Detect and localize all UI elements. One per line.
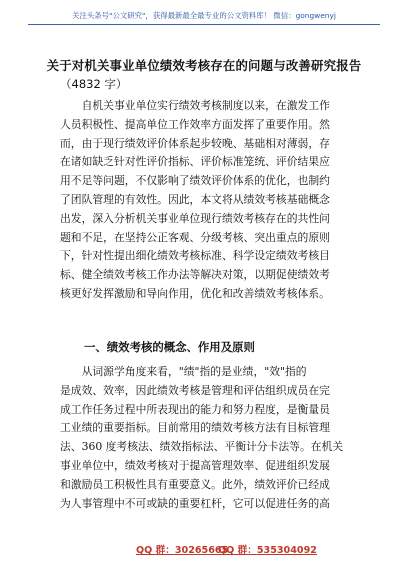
text-line: 法、360 度考核法、绩效指标法、平衡计分卡法等。在机关 [60,440,344,454]
section1-paragraph [60,363,348,513]
text-line: 了团队管理的有效性。因此，本文将从绩效考核基础概念 [60,192,330,206]
text-line: 标、健全绩效考核工作办法等解决对策，以期促使绩效考 [60,268,330,282]
section-heading: 一、绩效考核的概念、作用及原则 [84,340,255,354]
text-line: 下，针对性提出细化绩效考核标准、科学设定绩效考核目 [60,249,330,263]
text-line: 在诸如缺乏针对性评价指标、评价标准笼统、评价结果应 [60,155,330,169]
text-line: 而，由于现行绩效评价体系起步较晚、基础相对薄弱，存 [60,136,330,150]
text-line: 为人事管理中不可或缺的重要杠杆，它可以促进任务的高 [60,496,330,510]
text-line: 事业单位中，绩效考核对于提高管理效率、促进组织发展 [60,458,330,472]
text-line: 工业绩的重要指标。目前常用的绩效考核方法有目标管理 [60,421,330,435]
text-line: 人员积极性、提高单位工作效率方面发挥了重要作用。然 [60,117,330,131]
text-line: 核更好发挥激励和导向作用，优化和改善绩效考核体系。 [60,286,330,300]
text-line: 和激励员工积极性具有重要意义。此外，绩效评价已经成 [60,477,330,491]
qq-group-1-number: 30265665 [174,545,229,556]
footer [0,542,408,556]
qq-group-1-label: QQ 群： [136,545,175,556]
document-title: 关于对机关事业单位绩效考核存在的问题与改善研究报告 [46,58,362,73]
qq-group-2-number: 535304092 [256,545,317,556]
qq-group-1 [136,542,228,556]
qq-group-2-label: QQ 群： [218,545,257,556]
text-line: 从词源学角度来看，"绩"指的是业绩，"效"指的 [60,365,307,378]
text-line: 题和不足，在坚持公正客观、分级考核、突出重点的原则 [60,230,330,244]
header-note: 关注头条号"公文研究"，获得最新最全最专业的公文资料库！ 微信：gongwenyj [72,11,336,20]
intro-paragraph [60,97,348,304]
text-line: 出发，深入分析机关事业单位现行绩效考核存在的共性问 [60,211,330,225]
text-line: 自机关事业单位实行绩效考核制度以来，在激发工作 [60,99,330,112]
word-count: （4832 字） [60,77,128,91]
text-line: 是成效、效率，因此绩效考核是管理和评估组织成员在完 [60,383,330,397]
qq-group-2 [218,542,317,556]
text-line: 用不足等问题，不仅影响了绩效评价体系的优化，也制约 [60,174,330,188]
header-divider [28,24,380,25]
text-line: 成工作任务过程中所表现出的能力和努力程度，是衡量员 [60,402,330,416]
